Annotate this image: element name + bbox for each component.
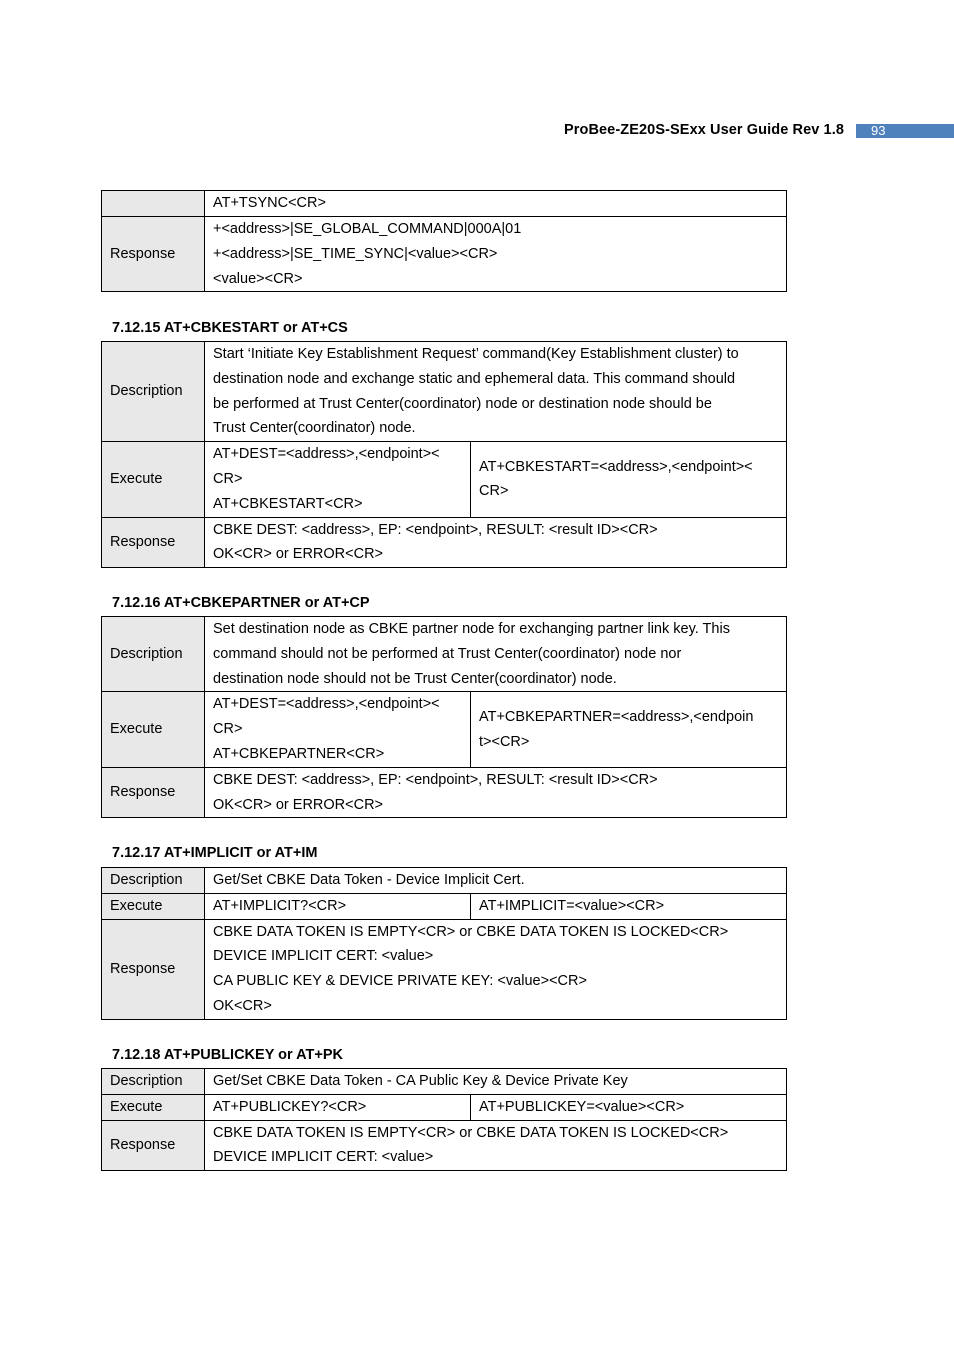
execute-line: CR> [213, 470, 243, 487]
description-line: Trust Center(coordinator) node. [213, 420, 416, 437]
response-line: <value><CR> [213, 270, 303, 287]
response-cell [205, 767, 787, 818]
execute-right-cell: AT+IMPLICIT=<value><CR> [471, 893, 787, 919]
description-label: Description [102, 617, 205, 692]
section-heading-cbkepartner: 7.12.16 AT+CBKEPARTNER or AT+CP [112, 595, 370, 611]
description-cell: Get/Set CBKE Data Token - CA Public Key & Device Private Key [205, 1069, 787, 1095]
response-line: CBKE DEST: <address>, EP: <endpoint>, RESULT: <result ID><CR> [213, 521, 658, 538]
response-line: +<address>|SE_GLOBAL_COMMAND|000A|01 [213, 221, 522, 237]
cbkestart-table [101, 341, 787, 568]
description-line: Set destination node as CBKE partner node for exchanging partner link key. This [213, 621, 730, 637]
description-cell [205, 617, 787, 692]
execute-line: AT+DEST=<address>,<endpoint>< [213, 446, 440, 463]
response-cell [205, 217, 787, 292]
tsync-table [101, 190, 787, 292]
response-line: CBKE DATA TOKEN IS EMPTY<CR> or CBKE DATA TOKEN IS LOCKED<CR> [213, 923, 729, 940]
execute-right-cell [471, 442, 787, 517]
description-cell [205, 342, 787, 442]
response-line: CBKE DEST: <address>, EP: <endpoint>, RESULT: <result ID><CR> [213, 771, 658, 788]
execute-line: AT+DEST=<address>,<endpoint>< [213, 696, 440, 713]
description-line: command should not be performed at Trust Center(coordinator) node nor [213, 645, 682, 662]
execute-left-cell [205, 692, 471, 767]
execute-line: AT+CBKESTART<CR> [213, 495, 363, 512]
response-label: Response [102, 919, 205, 1019]
execute-line: CR> [213, 721, 243, 738]
execute-line: AT+CBKEPARTNER<CR> [213, 745, 385, 762]
response-label: Response [102, 1120, 205, 1171]
execute-label: Execute [102, 893, 205, 919]
response-label: Response [102, 517, 205, 568]
section-heading-cbkestart: 7.12.15 AT+CBKESTART or AT+CS [112, 320, 348, 336]
response-label: Response [102, 217, 205, 292]
section-heading-implicit: 7.12.17 AT+IMPLICIT or AT+IM [112, 845, 318, 861]
execute-right-cell: AT+PUBLICKEY=<value><CR> [471, 1094, 787, 1120]
publickey-table [101, 1068, 787, 1171]
response-line: +<address>|SE_TIME_SYNC|<value><CR> [213, 245, 498, 262]
page-number: 93 [856, 124, 954, 138]
section-heading-publickey: 7.12.18 AT+PUBLICKEY or AT+PK [112, 1047, 343, 1063]
execute-line: t><CR> [479, 733, 530, 750]
description-cell: Get/Set CBKE Data Token - Device Implicit Cert. [205, 868, 787, 894]
response-line: DEVICE IMPLICIT CERT: <value> [213, 1149, 434, 1166]
description-label: Description [102, 868, 205, 894]
execute-label: Execute [102, 442, 205, 517]
execute-line: CR> [479, 483, 509, 500]
response-cell [205, 1120, 787, 1171]
implicit-table [101, 867, 787, 1020]
description-label: Description [102, 1069, 205, 1095]
response-cell [205, 517, 787, 568]
description-line: destination node and exchange static and ephemeral data. This command should [213, 370, 736, 387]
execute-line: AT+CBKESTART=<address>,<endpoint>< [479, 458, 753, 475]
response-line: CA PUBLIC KEY & DEVICE PRIVATE KEY: <value><CR> [213, 973, 587, 990]
description-line: be performed at Trust Center(coordinator) node or destination node should be [213, 395, 712, 412]
execute-left-cell: AT+IMPLICIT?<CR> [205, 893, 471, 919]
response-line: OK<CR> [213, 997, 272, 1014]
description-label: Description [102, 342, 205, 442]
execute-left-cell: AT+PUBLICKEY?<CR> [205, 1094, 471, 1120]
execute-left-cell [205, 442, 471, 517]
cbkepartner-table [101, 616, 787, 818]
execute-label: Execute [102, 1094, 205, 1120]
response-line: CBKE DATA TOKEN IS EMPTY<CR> or CBKE DATA TOKEN IS LOCKED<CR> [213, 1124, 729, 1141]
execute-line: AT+CBKEPARTNER=<address>,<endpoin [479, 708, 754, 725]
response-line: DEVICE IMPLICIT CERT: <value> [213, 948, 434, 965]
description-line: destination node should not be Trust Center(coordinator) node. [213, 670, 617, 687]
empty-label-cell [102, 191, 205, 217]
response-cell [205, 919, 787, 1019]
response-line: OK<CR> or ERROR<CR> [213, 546, 384, 563]
response-label: Response [102, 767, 205, 818]
command-cell: AT+TSYNC<CR> [205, 191, 787, 217]
description-line: Start ‘Initiate Key Establishment Request’ command(Key Establishment cluster) to [213, 346, 739, 362]
response-line: OK<CR> or ERROR<CR> [213, 796, 384, 813]
document-title: ProBee-ZE20S-SExx User Guide Rev 1.8 [563, 122, 844, 138]
execute-label: Execute [102, 692, 205, 767]
execute-right-cell [471, 692, 787, 767]
